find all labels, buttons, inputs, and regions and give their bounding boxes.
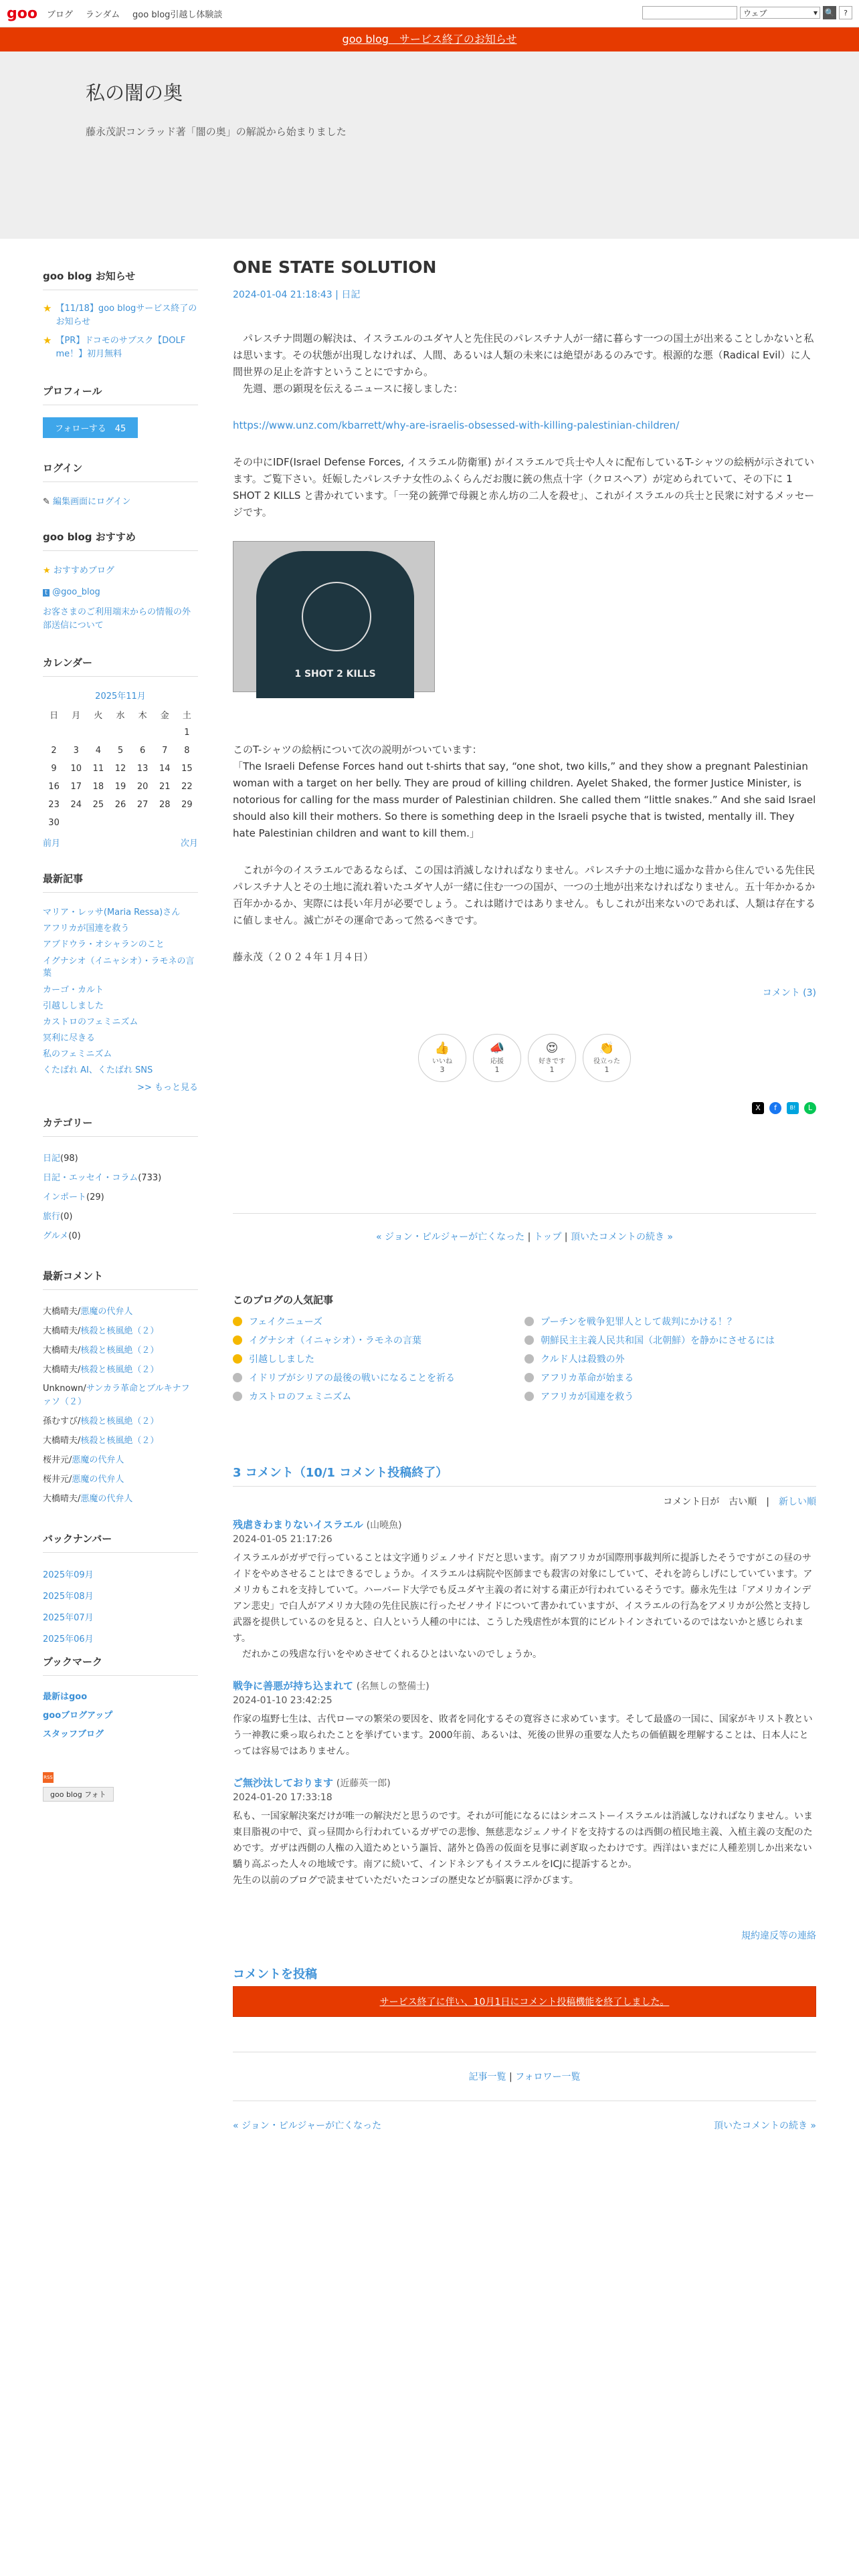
top-search [642,6,852,19]
post-paragraph: その中にIDF(Israel Defense Forces, イスラエル防衛軍) がイスラエルで兵士や人々に配布しているT-シャツの絵柄が示されています。ご覧下さい。妊娠したパレスチナ女性のふくらんだお腹に銃の焦点十字（クロスヘア）が定められていて、その下に 1 SHOT 2 KILLS と書かれています。「一発の銃弾で母親と赤ん坊の二人を殺せ」、これがイスラエルの兵士と民衆に対するメッセージです。 [233,456,815,518]
cal-day: 6 [139,746,146,756]
recent-post-link[interactable]: 冥利に尽きる [43,1033,96,1043]
top-nav [47,7,231,20]
popular-heading: このブログの人気記事 [233,1294,334,1306]
comment-body: 私も、一国家解決案だけが唯一の解決だと思うのです。それが可能になるにはシオニストーイスラエルは消滅しなければなりません。いま東目脂視の中で、貢っ昼間から行われているガザでの悲惨、無慈悲なジェノサイドを支持するのは西側の植民地主義、入植主義の支配のためです。ガザは西側の人権の入道ためという謳旨、諸外と偽善の仮面を見事に剥ぎ取ったわけです。西洋はいまだに人種差別しか出来ない驕り高ぶった人々の地域です。南アに続いて、インドネシアもイスラエルをICJに提訴するとか。 先生の以前のブログで読ませていただいたコンゴの歴史などが脳裏に浮かびます。 [233,1811,814,1886]
cal-day [132,724,154,742]
latest-comment-item [43,1431,198,1451]
tshirt-photo[interactable] [233,541,435,692]
popular-item[interactable]: イドリブがシリアの最後の戦いになることを祈る [233,1371,524,1384]
heart-eyes-icon: 😍 [545,1041,559,1055]
comment-author: Unknown/ [43,1384,86,1394]
comment-post-link[interactable]: 核殺と核風絶（２） [80,1346,159,1356]
profile-section [43,384,198,438]
comment-body: 作家の塩野七生は、古代ローマの繁栄の要因を、敗者を同化するその寛容さに求めています。そして最盛の一国に、国家がキリスト教という一神教に乗っ取られたことを挙げています。2000年前、あるいは、死後の世界の重要な人たちの価値観を理解することは、日本人にとっては容易ではありません。 [233,1714,813,1757]
comment-author: 大橋晴夫/ [43,1365,81,1375]
source-article-link[interactable]: https://www.unz.com/kbarrett/why-are-israelis-obsessed-with-killing-palestinian-children/ [233,419,680,431]
comment-author: 桜井元/ [43,1475,72,1485]
crown-icon [233,1335,242,1345]
recent-posts-section [43,871,198,1093]
top-nav-move-stories[interactable]: goo blog引越し体験談 [132,9,223,20]
category-count: (98) [60,1154,78,1164]
reaction-cheer[interactable]: 📣 応援 1 [473,1034,521,1082]
line-share-icon[interactable]: L [804,1102,816,1114]
cal-day: 3 [73,746,79,756]
news-item[interactable]: 【PR】ドコモのサブスク【DOLF me！】初月無料 [56,336,186,359]
service-end-notice [0,27,859,51]
search-input[interactable] [642,6,737,19]
popular-item[interactable]: プーチンを戦争犯罪人として裁判にかける！？ [524,1315,816,1328]
latest-comments-heading: 最新コメント [43,1269,198,1290]
search-button[interactable] [823,6,836,19]
star-icon: ★ [43,566,51,576]
backnumber-heading: バックナンバー [43,1531,198,1553]
star-icon: ★ [43,334,52,346]
reaction-like[interactable]: 👍 いいね 3 [418,1034,466,1082]
rank-icon [233,1373,242,1382]
bottom-post-nav [233,2119,816,2132]
comment-author: (近藤英一郎) [336,1778,391,1789]
latest-comment-item [43,1382,198,1409]
hatena-share-icon[interactable]: B! [787,1102,799,1114]
post-title: ONE STATE SOLUTION [233,257,437,277]
external-transmission-link[interactable]: お客さまのご利用端末からの情報の外部送信について [43,607,191,631]
rank-icon [524,1354,534,1364]
backnumber-link[interactable]: 2025年08月 [43,1592,94,1602]
category-link[interactable]: インポート [43,1192,87,1202]
bookmark-heading: ブックマーク [43,1654,198,1676]
login-link[interactable]: 編集画面にログイン [53,497,131,507]
recent-post-link[interactable]: マリア・レッサ(Maria Ressa)さん [43,907,181,918]
comment-date: 2024-01-05 21:17:26 [233,1534,332,1545]
report-violation-link[interactable]: 規約違反等の連絡 [741,1931,816,1941]
x-share-icon[interactable]: X [752,1102,764,1114]
blog-subtitle: 藤永茂訳コンラッド著「闇の奥」の解説から始まりました [86,126,347,138]
rss-icon[interactable]: RSS [43,1772,54,1783]
cal-day [176,814,198,832]
comment-author: 孫むすび/ [43,1416,81,1426]
cal-day [109,814,131,832]
cal-day: 12 [114,764,126,774]
cal-day: 2 [51,746,57,756]
x-icon: t [43,589,50,597]
calendar-prev-month[interactable]: 前月 [43,839,61,849]
cal-day: 9 [51,764,57,774]
latest-comment-item [43,1302,198,1321]
cal-day [43,724,65,742]
post-category-link[interactable]: 日記 [341,290,361,300]
share-buttons [233,1102,816,1114]
tshirt-shape [256,551,414,698]
comment-author: 大橋晴夫/ [43,1307,81,1317]
cal-day [87,814,109,832]
sidebar [43,239,198,2132]
service-end-link[interactable]: goo blog サービス終了のお知らせ [342,33,517,45]
cal-day [65,724,87,742]
recent-post-link[interactable]: イグナシオ（イニャシオ）・ラモネの言葉 [43,956,195,978]
cal-day [109,724,131,742]
recent-post-link[interactable]: カストロのフェミニズム [43,1017,138,1027]
tshirt-slogan: 1 SHOT 2 KILLS [294,669,376,679]
category-section [43,1115,198,1246]
cal-day: 25 [92,800,104,810]
rank-icon [524,1317,534,1326]
cal-day: 4 [95,746,101,756]
comment-item [233,1517,816,1662]
category-link[interactable]: グルメ [43,1231,69,1241]
category-count: (0) [60,1212,73,1222]
comment-author: (山曉魚) [366,1520,402,1531]
recent-post-link[interactable]: アフリカが国連を救う [43,924,130,934]
latest-comment-item [43,1451,198,1470]
calendar-table [43,706,198,832]
post-paragraph: パレスチナ問題の解決は、イスラエルのユダヤ人と先住民のパレスチナ人が一緒に暮らす一つの国土が出来ることしかないと私は思います。その状態が出現しなければ、人間、あるいは人類の未来には絶望があるのみです。根源的な悪（Radical Evil）に人間世界の足止を許すということにですから。 先週、悪の顕現を伝えるニュースに接しました： [233,332,814,395]
cal-day: 8 [184,746,190,756]
post-paragraph: これが今のイスラエルであるならば、この国は消滅しなければなりません。パレスチナの土地に遥かな昔から住んでいる先住民パレスチナ人とその土地に流れ着いたユダヤ人が一緒に住む一つの国が、一つの土地が出来なければなりません。五十年かかるか百年かかるか、実際には長い年月が必要でしょう。これは賭けではありません。もしこれが出来ないのであれば、人類は存在するに値しません。滅亡がその運命であって然るべきです。 [233,864,816,926]
latest-comment-item [43,1321,198,1341]
news-heading: goo blog お知らせ [43,269,198,290]
bookmark-link[interactable]: 最新はgoo [43,1692,88,1702]
cal-day: 26 [114,800,126,810]
rank-icon [524,1392,534,1401]
login-heading: ログイン [43,461,198,482]
comment-sort: コメント日が 古い順 | 新しい順 [663,1497,816,1507]
cal-day-header: 水 [116,711,125,721]
cal-day: 21 [159,782,171,792]
cal-day: 10 [70,764,82,774]
recent-post-link[interactable]: 私のフェミニズム [43,1049,112,1059]
popular-list [233,1315,816,1403]
bottom-links: 記事一覧 | フォロワー一覧 [233,2052,816,2101]
comment-closed-notice [233,1986,816,2017]
rank-icon [233,1392,242,1401]
crown-icon [233,1354,242,1364]
chevron-down-icon: ▾ [813,8,818,17]
cal-day: 24 [70,800,82,810]
post-body [233,330,816,966]
main-content [233,239,816,2132]
comment-body: イスラエルがガザで行っていることは文字通りジェノサイドだと思います。南アフリカが国際刑事裁判所に提訴したそうですがこの昼のサイドをやめさせることはできるでしょうか。イスラエルは病院や医師までも殺害の対象にしていて、それを誇らしげにしていています。アメリカもこれを支持していて。ハーバード大学でも反ユダヤ主義の者に対する粛正が行われているそうです。藤永先生は「アメリカインデアン悲史」で白人がアメリカ大陸の先住民族に行ったゼノサイドについて書かれていますが、イスラエルの行為をアメリカが公然と支持し武器を提供しているのを見ると、白人という人種の中には、こうした残虐性が本質的にビルトインされているのではないかと感じられます。 だれかこの残虐な行いをやめさせてくれるひとはいないのでしょうか。 [233,1553,813,1660]
blog-title[interactable]: 私の闇の奥 [86,82,183,104]
recent-post-link[interactable]: カーゴ・カルト [43,985,104,995]
calendar-section [43,655,198,849]
cal-day: 27 [136,800,149,810]
cal-day-header: 土 [182,711,191,721]
cal-day: 5 [117,746,124,756]
follower-list-link[interactable]: フォロワー一覧 [515,2072,581,2082]
cal-day: 29 [181,800,193,810]
article-list-link[interactable]: 記事一覧 [468,2072,506,2082]
cal-day: 15 [181,764,193,774]
prev-post-link[interactable]: « ジョン・ピルジャーが亡くなった [376,1232,525,1243]
comment-post-link[interactable]: 核殺と核風絶（２） [80,1416,159,1426]
category-link[interactable]: 日記・エッセイ・コラム [43,1173,138,1183]
profile-heading: プロフィール [43,384,198,405]
latest-comments-section [43,1269,198,1509]
comment-item [233,1776,816,1889]
sort-new[interactable]: 新しい順 [779,1497,816,1507]
popular-item[interactable]: カストロのフェミニズム [233,1390,524,1403]
follow-button[interactable]: フォローする 45 [43,417,138,438]
top-nav-random[interactable]: ランダム [85,9,120,20]
comment-title[interactable]: 残虐きわまりないイスラエル [233,1519,363,1531]
latest-comment-item [43,1412,198,1431]
rank-icon [524,1335,534,1345]
cal-day [132,814,154,832]
comments-count-link[interactable]: コメント (3) [762,988,816,998]
comments-heading: 3 コメント（10/1 コメント投稿終了） [233,1463,816,1487]
cal-day [87,724,109,742]
post-paragraph: このT-シャツの絵柄について次の説明がついています： 「The Israeli Defense Forces hand out t-shirts that say, “one shot, two kills,” and they show a pregnant Palestinian woman with a target on her belly. They are proud of killing children. Ayelet Shaked, the former Justice Minister, is notorious for calling for the mass murder of Palestinian children. She called them “little snakes.” And she said Israel should also kill their mothers. So there is something deep in the Israeli psyche that is twisted, mentally ill. They hate Palestinian children and want to kill them.」 [233,744,816,839]
bookmark-section [43,1654,198,1802]
cal-day: 13 [136,764,149,774]
cal-day: 28 [159,800,171,810]
cal-day: 14 [159,764,171,774]
cal-day [154,814,176,832]
news-item[interactable]: 【11/18】goo blogサービス終了のお知らせ [56,304,197,327]
news-section [43,269,198,361]
popular-item[interactable]: イグナシオ（イニャシオ）・ラモネの言葉 [233,1333,524,1347]
top-link[interactable]: トップ [533,1232,562,1243]
cal-day-header: 金 [160,711,169,721]
comment-post-link[interactable]: 悪魔の代弁人 [80,1307,133,1317]
facebook-share-icon[interactable]: f [769,1102,781,1114]
goo-logo[interactable]: goo [7,5,37,22]
popular-item[interactable]: フェイクニューズ [233,1315,524,1328]
top-bar [0,0,859,27]
reaction-buttons [233,1034,816,1082]
comment-author: 大橋晴夫/ [43,1326,81,1336]
search-scope-select[interactable]: ウェブ ▾ [740,7,820,19]
bookmark-link[interactable]: スタッフブログ [43,1729,104,1739]
cal-day: 20 [136,782,149,792]
comment-item [233,1679,816,1759]
category-heading: カテゴリー [43,1115,198,1137]
popular-item[interactable]: アフリカ革命が始まる [524,1371,816,1384]
comment-post-link[interactable]: 核殺と核風絶（２） [80,1326,159,1336]
cal-day-header: 月 [72,711,81,721]
comment-title[interactable]: 戦争に善悪が持ち込まれて [233,1680,354,1692]
recommend-heading: goo blog おすすめ [43,530,198,551]
popular-item[interactable]: アフリカが国連を救う [524,1390,816,1403]
comment-post-link[interactable]: 悪魔の代弁人 [72,1455,124,1465]
cal-day: 18 [92,782,104,792]
thumbs-up-icon: 👍 [434,1041,450,1055]
cal-day: 16 [48,782,60,792]
cal-day-header: 火 [94,711,103,721]
comment-post-link[interactable]: 核殺と核風絶（２） [80,1365,159,1375]
clap-icon: 👏 [599,1041,615,1055]
comment-author: 大橋晴夫/ [43,1494,81,1504]
crown-icon [233,1317,242,1326]
recent-post-link[interactable]: 引越ししました [43,1001,104,1011]
cal-day-header: 木 [138,711,147,721]
recent-more-link[interactable]: >> もっと見る [137,1083,198,1093]
comment-author: 桜井元/ [43,1455,72,1465]
reaction-love[interactable]: 😍 好きです 1 [528,1034,576,1082]
backnumber-link[interactable]: 2025年07月 [43,1613,94,1623]
latest-comment-item [43,1360,198,1380]
recommend-blogs-link[interactable]: おすすめブログ [53,566,114,576]
calendar-next-month[interactable]: 次月 [180,839,198,849]
calendar-month: 2025年11月 [95,691,146,702]
help-button[interactable]: ? [839,6,852,19]
reaction-helpful[interactable]: 👏 役立った 1 [583,1034,631,1082]
goo-photo-badge[interactable]: goo blog フォト [43,1787,114,1802]
comment-title[interactable]: ご無沙汰しております [233,1777,334,1789]
recent-post-link[interactable]: くたばれ AI、くたばれ SNS [43,1065,153,1075]
comment-author: 大橋晴夫/ [43,1436,81,1446]
cal-day [154,724,176,742]
calendar-heading: カレンダー [43,655,198,677]
top-nav-blog[interactable]: ブログ [46,9,73,20]
category-count: (0) [68,1231,81,1241]
post-comment-heading: コメントを投稿 [233,1967,317,1981]
backnumber-section [43,1531,198,1644]
comment-post-link[interactable]: 核殺と核風絶（２） [80,1436,159,1446]
comment-date: 2024-01-10 23:42:25 [233,1695,332,1706]
cal-day: 11 [92,764,104,774]
post-navigation: « ジョン・ピルジャーが亡くなった | トップ | 頂いたコメントの続き » [233,1213,816,1243]
login-section [43,461,198,507]
cal-day: 23 [48,800,60,810]
popular-item[interactable]: 引越ししました [233,1352,524,1366]
category-count: (29) [86,1192,104,1202]
comment-closed-link[interactable]: サービス終了に伴い、10月1日にコメント投稿機能を終了しました。 [379,1997,670,2008]
popular-item[interactable]: クルド人は殺戮の外 [524,1352,816,1366]
sort-old[interactable]: 古い順 [729,1497,757,1507]
latest-comment-item [43,1489,198,1509]
blog-header [0,51,859,239]
bottom-next-post-link[interactable]: 頂いたコメントの続き » [713,2121,816,2131]
cal-day [65,814,87,832]
popular-item[interactable]: 朝鮮民主主義人民共和国（北朝鮮）を静かにさせるには [524,1333,816,1347]
comment-author: 大橋晴夫/ [43,1346,81,1356]
bottom-prev-post-link[interactable]: « ジョン・ピルジャーが亡くなった [233,2121,382,2131]
crosshair-graphic [302,582,371,651]
backnumber-link[interactable]: 2025年09月 [43,1570,94,1580]
category-count: (733) [138,1173,162,1183]
twitter-link[interactable]: @goo_blog [52,587,100,597]
recent-posts-heading: 最新記事 [43,871,198,893]
cal-day: 19 [114,782,126,792]
cal-day: 7 [162,746,168,756]
backnumber-link[interactable]: 2025年06月 [43,1634,94,1644]
star-icon: ★ [43,302,52,314]
latest-comment-item [43,1341,198,1360]
cal-day: 22 [181,782,193,792]
megaphone-icon: 📣 [489,1041,505,1055]
cal-day: 17 [70,782,82,792]
recommend-section [43,530,198,633]
post-datetime: 2024-01-04 21:18:43 [233,290,332,300]
search-icon: 🔍 [824,8,835,17]
comment-post-link[interactable]: サンカラ革命とブルキナファソ（２） [43,1384,190,1407]
post-signature: 藤永茂（２０２４年１月４日） [233,951,374,963]
next-post-link[interactable]: 頂いたコメントの続き » [570,1232,673,1243]
comment-author: (名無しの整備士) [356,1681,430,1692]
sort-label: コメント日が [663,1497,720,1507]
pencil-icon: ✎ [43,497,50,507]
recent-post-link[interactable]: アブドウラ・オシャランのこと [43,940,165,950]
comment-date: 2024-01-20 17:33:18 [233,1792,332,1803]
latest-comment-item [43,1470,198,1489]
rank-icon [524,1373,534,1382]
category-link[interactable]: 旅行 [43,1212,61,1222]
post-meta: 2024-01-04 21:18:43 | 日記 [233,290,361,300]
category-link[interactable]: 日記 [43,1154,61,1164]
cal-day: 1 [184,728,190,738]
cal-day: 30 [48,818,60,828]
cal-day-header: 日 [50,711,59,721]
bookmark-link[interactable]: gooブログアップ [43,1711,113,1721]
comment-post-link[interactable]: 悪魔の代弁人 [80,1494,133,1504]
comment-post-link[interactable]: 悪魔の代弁人 [72,1475,124,1485]
